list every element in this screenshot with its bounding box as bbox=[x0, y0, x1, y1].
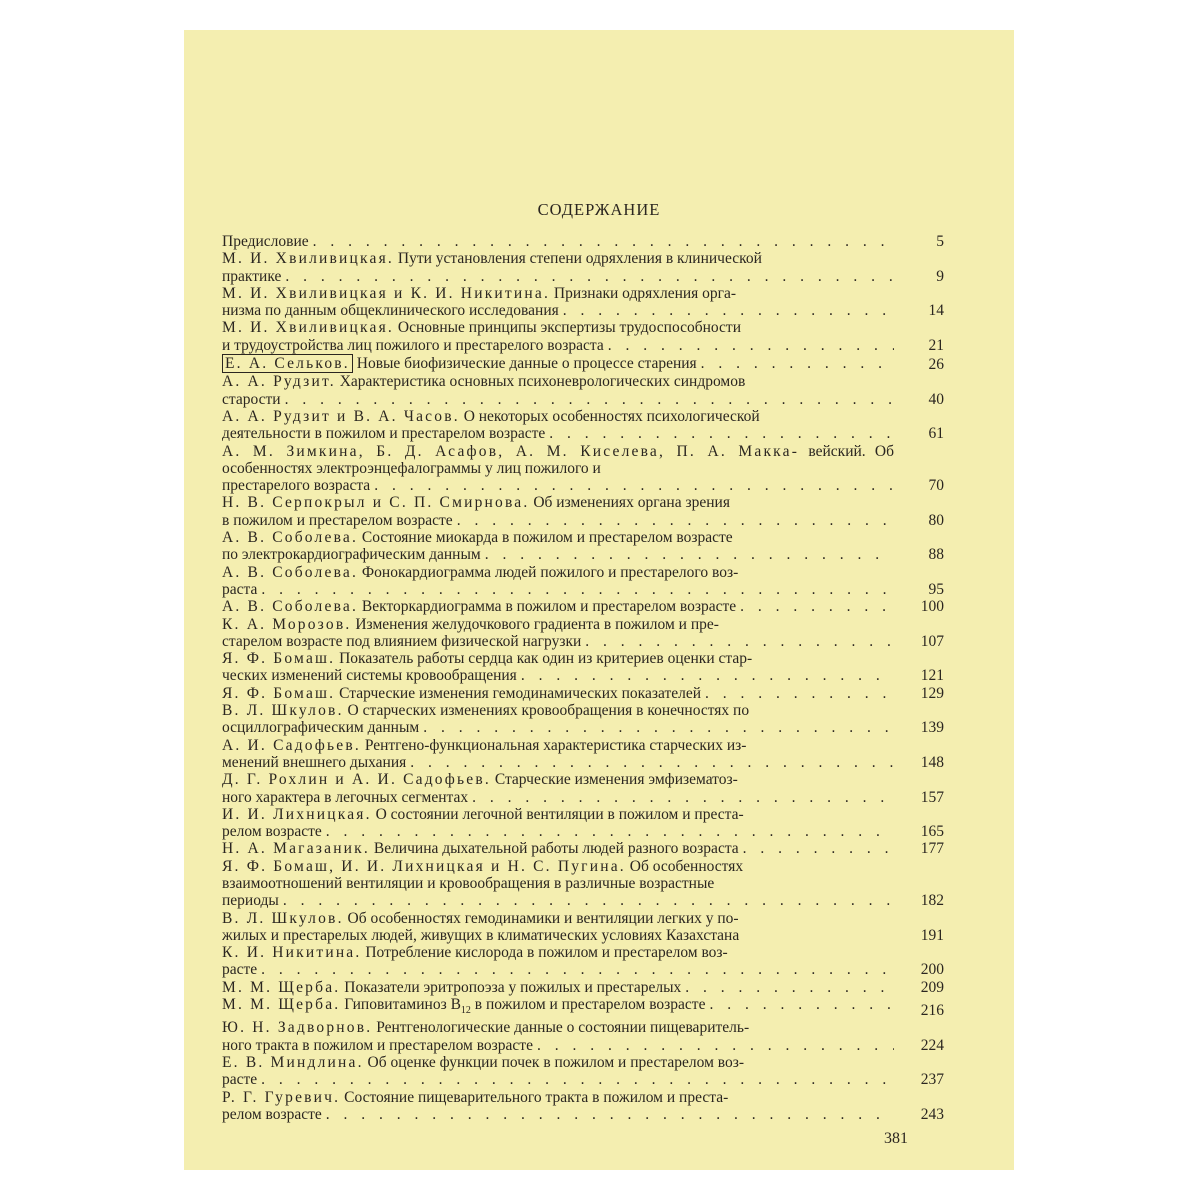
toc-author: Я. Ф. Бомаш, И. И. Лихницкая и Н. С. Пугина. bbox=[222, 857, 626, 875]
toc-title-text: престарелого возраста bbox=[222, 477, 371, 495]
dot-leader bbox=[549, 425, 894, 442]
toc-author: А. А. Рудзит. bbox=[222, 373, 336, 391]
toc-title-text: Векторкардиограмма в пожилом и престарелом возрасте bbox=[361, 598, 737, 616]
dot-leader bbox=[326, 823, 894, 840]
toc-title-line: М. И. Хвиливицкая и К. И. Никитина. Признаки одряхления орга- bbox=[222, 284, 737, 302]
dot-leader bbox=[485, 546, 894, 563]
toc-title-line bbox=[222, 581, 894, 598]
toc-entry bbox=[222, 702, 944, 737]
toc-title-text: Новые биофизические данные о процессе старения bbox=[356, 355, 697, 373]
toc-author: К. И. Никитина. bbox=[222, 944, 362, 962]
dot-leader bbox=[740, 598, 894, 615]
toc-page-number: 21 bbox=[928, 336, 944, 354]
toc-title-text: деятельности в пожилом и престарелом возрасте bbox=[222, 425, 546, 443]
toc-title-line bbox=[222, 598, 894, 615]
toc-entry bbox=[222, 598, 944, 615]
toc-page-number: 157 bbox=[920, 788, 944, 806]
toc-page-number: 177 bbox=[920, 840, 944, 858]
toc-entry bbox=[222, 771, 944, 806]
toc-title-line bbox=[222, 979, 894, 996]
toc-title-text: Предисловие bbox=[222, 233, 309, 250]
toc-title-line: А. А. Рудзит. Характеристика основных психоневрологических синдромов bbox=[222, 373, 746, 391]
toc-page-number: 209 bbox=[920, 978, 944, 996]
toc-title-line: А. М. Зимкина, Б. Д. Асафов, А. М. Киселева, П. А. Макка- вейский. Об особенностях электроэнцефалограммы у лиц пожилого и bbox=[222, 442, 895, 477]
dot-leader bbox=[585, 633, 894, 650]
toc-entry bbox=[222, 650, 944, 685]
toc-title-text: ного тракта в пожилом и престарелом возрасте bbox=[222, 1036, 533, 1054]
dot-leader bbox=[563, 302, 894, 319]
dot-leader bbox=[410, 754, 894, 771]
toc-page-number: 95 bbox=[928, 580, 944, 598]
toc-title-line: К. И. Никитина. Потребление кислорода в пожилом и престарелом воз- bbox=[222, 944, 728, 962]
toc-author: А. М. Зимкина, Б. Д. Асафов, А. М. Киселева, П. А. Макка- bbox=[222, 442, 800, 460]
toc-author: М. И. Хвиливицкая и К. И. Никитина. bbox=[222, 284, 551, 302]
toc-entry bbox=[222, 319, 944, 354]
toc-title-line: Я. Ф. Бомаш. Показатель работы сердца как один из критериев оценки стар- bbox=[222, 650, 753, 668]
toc-entry bbox=[222, 529, 944, 564]
toc-author: М. И. Хвиливицкая. bbox=[222, 319, 395, 337]
toc-author: И. И. Лихницкая. bbox=[222, 805, 372, 823]
toc-title-text: ческих изменений системы кровообращения bbox=[222, 667, 517, 685]
toc-title-text: ного характера в легочных сегментах bbox=[222, 788, 469, 806]
toc-page-number: 237 bbox=[920, 1071, 944, 1089]
toc-title-line bbox=[222, 512, 894, 529]
toc-author: Е. В. Миндлина. bbox=[222, 1054, 364, 1072]
toc-title-line bbox=[222, 633, 894, 650]
toc-author: Е. А. Сельков. bbox=[222, 354, 353, 373]
dot-leader bbox=[472, 789, 894, 806]
toc-author: А. И. Садофьев. bbox=[222, 736, 361, 754]
toc-title-text: старости bbox=[222, 390, 281, 408]
toc-title-line: А. В. Соболева. Состояние миокарда в пожилом и престарелом возрасте bbox=[222, 529, 733, 547]
toc-author: Н. В. Серпокрыл и С. П. Смирнова. bbox=[222, 494, 530, 512]
toc-author: Д. Г. Рохлин и А. И. Садофьев. bbox=[222, 771, 491, 789]
toc-entry bbox=[222, 616, 944, 651]
toc-page-number: 80 bbox=[928, 511, 944, 529]
toc-title-text: Гиповитаминоз $B_{12}$ в пожилом и престарелом возрасте bbox=[344, 996, 706, 1017]
toc-title-line bbox=[222, 961, 894, 978]
dot-leader bbox=[685, 979, 894, 996]
toc-entry bbox=[222, 494, 944, 529]
toc-title-line bbox=[222, 546, 894, 563]
toc-title-line bbox=[222, 354, 894, 373]
page-number: 381 bbox=[884, 1130, 908, 1147]
toc-title-text: и трудоустройства лиц пожилого и престарелого возраста bbox=[222, 336, 604, 354]
toc-title-line: Я. Ф. Бомаш, И. И. Лихницкая и Н. С. Пугина. Об особенностях bbox=[222, 857, 744, 875]
toc-title-text: жилых и престарелых людей, живущих в климатических условиях Казахстана bbox=[222, 926, 740, 944]
toc-page-number: 26 bbox=[928, 356, 944, 374]
toc-title-text: старелом возрасте под влиянием физической нагрузки bbox=[222, 632, 582, 650]
toc-page-number: 14 bbox=[928, 302, 944, 320]
dot-leader bbox=[521, 667, 894, 684]
toc-entry bbox=[222, 1054, 944, 1089]
toc-title-line: К. А. Морозов. Изменения желудочкового градиента в пожилом и пре- bbox=[222, 615, 719, 633]
dot-leader bbox=[701, 355, 894, 372]
toc-author: К. А. Морозов. bbox=[222, 615, 352, 633]
toc-title-text: осциллографическим данным bbox=[222, 719, 420, 737]
dot-leader bbox=[374, 477, 894, 494]
toc-title-line: В. Л. Шкулов. О старческих изменениях кровообращения в конечностях по bbox=[222, 702, 750, 720]
dot-leader bbox=[705, 685, 894, 702]
toc-title-line: взаимоотношений вентиляции и кровообращения в различные возрастные bbox=[222, 874, 715, 892]
toc-title-text: практике bbox=[222, 267, 282, 285]
toc-title-line: Ю. Н. Задворнов. Рентгенологические данные о состоянии пищеваритель- bbox=[222, 1019, 750, 1037]
toc-entry bbox=[222, 737, 944, 772]
page-title: СОДЕРЖАНИЕ bbox=[537, 200, 661, 219]
toc-author: М. М. Щерба. bbox=[222, 996, 341, 1014]
toc-author: А. А. Рудзит и В. А. Часов. bbox=[222, 407, 460, 425]
toc-page-number: 139 bbox=[920, 719, 944, 737]
toc-page-number: 182 bbox=[920, 892, 944, 910]
toc-title-line bbox=[222, 1071, 894, 1088]
toc-entry bbox=[222, 996, 944, 1019]
toc-author: Ю. Н. Задворнов. bbox=[222, 1019, 373, 1037]
toc-page-number: 191 bbox=[920, 926, 944, 944]
toc-title-text: менений внешнего дыхания bbox=[222, 753, 407, 771]
toc-title-line: Н. В. Серпокрыл и С. П. Смирнова. Об изменениях органа зрения bbox=[222, 494, 730, 512]
toc-page-number: 61 bbox=[928, 425, 944, 443]
toc-title-line bbox=[222, 268, 894, 285]
dot-leader bbox=[423, 719, 894, 736]
toc-entry bbox=[222, 373, 944, 408]
toc-entry bbox=[222, 858, 944, 910]
toc-title-line bbox=[222, 754, 894, 771]
toc-author: А. В. Соболева. bbox=[222, 529, 359, 547]
toc-entry bbox=[222, 443, 944, 495]
toc-title-text: по электрокардиографическим данным bbox=[222, 546, 481, 564]
toc-page-number: 88 bbox=[928, 546, 944, 564]
toc-entry bbox=[222, 564, 944, 599]
toc-entry bbox=[222, 806, 944, 841]
toc-entry bbox=[222, 354, 944, 373]
toc-title-line: И. И. Лихницкая. О состоянии легочной вентиляции в пожилом и преста- bbox=[222, 805, 744, 823]
toc-author: В. Л. Шкулов. bbox=[222, 702, 344, 720]
toc-entry bbox=[222, 1019, 944, 1054]
toc-title-text: Величина дыхательной работы людей разного возраста bbox=[373, 840, 739, 858]
dot-leader bbox=[285, 268, 894, 285]
toc-title-line bbox=[222, 391, 894, 408]
toc-title-text: раста bbox=[222, 580, 258, 598]
toc-title-text: низма по данным общеклинического исследования bbox=[222, 302, 559, 320]
toc-author: Я. Ф. Бомаш. bbox=[222, 684, 336, 702]
toc-title-line: А. В. Соболева. Фонокардиограмма людей пожилого и престарелого воз- bbox=[222, 563, 739, 581]
toc-title-line: В. Л. Шкулов. Об особенностях гемодинамики и вентиляции легких у по- bbox=[222, 909, 739, 927]
toc-title-line: Е. В. Миндлина. Об оценке функции почек в пожилом и престарелом воз- bbox=[222, 1054, 745, 1072]
toc-entry bbox=[222, 840, 944, 857]
toc-title-text: релом возрасте bbox=[222, 823, 322, 841]
toc-title-text: расте bbox=[222, 961, 258, 979]
toc-page-number: 40 bbox=[928, 390, 944, 408]
toc-entry bbox=[222, 1089, 944, 1124]
toc-title-line bbox=[222, 302, 894, 319]
dot-leader bbox=[261, 1071, 894, 1088]
dot-leader bbox=[709, 996, 894, 1013]
toc-author: Н. А. Магазаник. bbox=[222, 840, 370, 858]
toc-author: Я. Ф. Бомаш. bbox=[222, 650, 336, 668]
toc-page-number: 5 bbox=[936, 233, 944, 250]
toc-title-line bbox=[222, 996, 894, 1019]
toc-title-line bbox=[222, 927, 894, 944]
dot-leader bbox=[261, 961, 894, 978]
toc-entry bbox=[222, 944, 944, 979]
toc-title-text: Показатели эритропоэза у пожилых и престарелых bbox=[344, 978, 682, 996]
toc-title-line: М. И. Хвиливицкая. Основные принципы экспертизы трудоспособности bbox=[222, 319, 741, 337]
toc-page-number: 100 bbox=[920, 598, 944, 616]
dot-leader bbox=[537, 1037, 894, 1054]
toc-title-text: Старческие изменения гемодинамических показателей bbox=[339, 684, 702, 702]
dot-leader bbox=[313, 233, 894, 250]
toc-entry bbox=[222, 408, 944, 443]
toc-author: М. И. Хвиливицкая. bbox=[222, 250, 395, 268]
toc-title-line bbox=[222, 892, 894, 909]
toc-author: А. В. Соболева. bbox=[222, 563, 359, 581]
toc-page-number: 107 bbox=[920, 632, 944, 650]
toc-page-number: 9 bbox=[936, 267, 944, 285]
toc-title-line: А. А. Рудзит и В. А. Часов. О некоторых особенностях психологической bbox=[222, 407, 760, 425]
toc-page-number: 165 bbox=[920, 823, 944, 841]
toc-title-line bbox=[222, 425, 894, 442]
toc-author: Р. Г. Гуревич. bbox=[222, 1088, 341, 1106]
toc-entry bbox=[222, 685, 944, 702]
dot-leader bbox=[326, 1106, 894, 1123]
toc-title-line bbox=[222, 1106, 894, 1123]
toc-title-text: в пожилом и престарелом возрасте bbox=[222, 511, 453, 529]
toc-author: М. М. Щерба. bbox=[222, 978, 341, 996]
toc-entry bbox=[222, 979, 944, 996]
toc-page-number: 243 bbox=[920, 1105, 944, 1123]
dot-leader bbox=[608, 337, 894, 354]
dot-leader bbox=[457, 512, 894, 529]
toc-entry bbox=[222, 233, 944, 250]
toc-title-line bbox=[222, 667, 894, 684]
toc-title-line: Д. Г. Рохлин и А. И. Садофьев. Старческие изменения эмфизематоз- bbox=[222, 771, 738, 789]
toc-title-line bbox=[222, 233, 894, 250]
toc-title-line: А. И. Садофьев. Рентгено-функциональная характеристика старческих из- bbox=[222, 736, 747, 754]
toc-page-number: 200 bbox=[920, 961, 944, 979]
toc-page-number: 216 bbox=[920, 1002, 944, 1020]
toc-entry bbox=[222, 250, 944, 285]
toc-title-line bbox=[222, 1037, 894, 1054]
toc-title-line bbox=[222, 719, 894, 736]
toc-title-line: М. И. Хвиливицкая. Пути установления степени одряхления в клинической bbox=[222, 250, 762, 268]
toc-title-text: релом возрасте bbox=[222, 1105, 322, 1123]
toc-page-number: 148 bbox=[920, 753, 944, 771]
dot-leader bbox=[743, 840, 894, 857]
toc-page-number: 129 bbox=[920, 684, 944, 702]
toc-page-number: 224 bbox=[920, 1036, 944, 1054]
toc-title-line bbox=[222, 823, 894, 840]
toc-title-text: расте bbox=[222, 1071, 258, 1089]
toc-author: В. Л. Шкулов. bbox=[222, 909, 344, 927]
toc-entry bbox=[222, 285, 944, 320]
book-page bbox=[184, 30, 1014, 1170]
toc-title-line bbox=[222, 789, 894, 806]
toc-title-text: периоды bbox=[222, 892, 279, 910]
toc-title-line bbox=[222, 840, 894, 857]
toc-title-line bbox=[222, 477, 894, 494]
toc-title-line bbox=[222, 337, 894, 354]
dot-leader bbox=[285, 391, 894, 408]
table-of-contents bbox=[222, 233, 944, 1123]
toc-page-number: 70 bbox=[928, 477, 944, 495]
dot-leader bbox=[261, 581, 894, 598]
toc-author: А. В. Соболева. bbox=[222, 598, 359, 616]
toc-title-line bbox=[222, 685, 894, 702]
toc-title-line: Р. Г. Гуревич. Состояние пищеварительного тракта в пожилом и преста- bbox=[222, 1088, 729, 1106]
toc-page-number: 121 bbox=[920, 667, 944, 685]
dot-leader bbox=[283, 892, 894, 909]
toc-entry bbox=[222, 910, 944, 945]
